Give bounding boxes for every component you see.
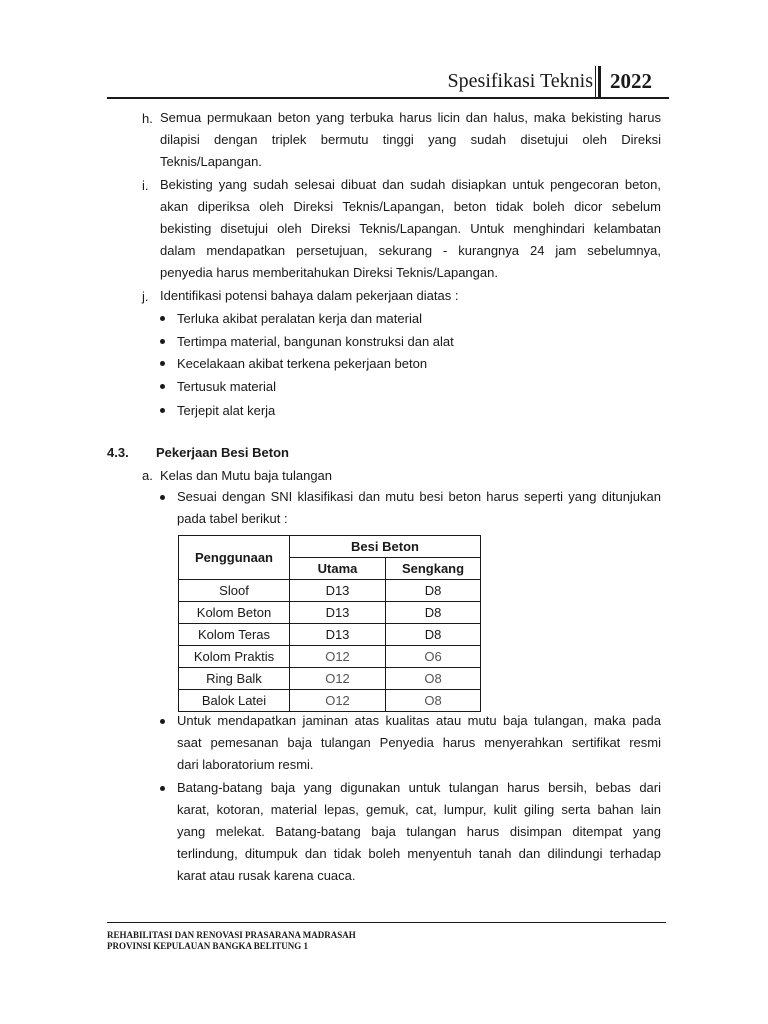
item-i-line: dalam mendapatkan persetujuan, sekurang - kurangnya 24 jam sebelumnya, — [160, 243, 661, 258]
bullet-icon — [160, 786, 165, 791]
header-divider-thick — [598, 66, 601, 97]
table-row — [179, 646, 481, 668]
item-h-line: Teknis/Lapangan. — [160, 154, 262, 169]
bullet1-text — [177, 486, 661, 530]
cell-usage: Ring Balk — [179, 668, 290, 690]
bullet3-line: karat atau rusak karena cuaca. — [177, 868, 356, 883]
table-row — [179, 580, 481, 602]
item-j-text: Identifikasi potensi bahaya dalam pekerjaan diatas : — [160, 288, 459, 303]
cell-stirrup: Ο8 — [386, 690, 481, 712]
item-i-line: bekisting disetujui oleh Direksi Teknis/Lapangan. Untuk menghindari kelambatan — [160, 221, 661, 236]
item-h-line: Semua permukaan beton yang terbuka harus licin dan halus, maka bekisting harus — [160, 110, 661, 125]
document-year: 2022 — [610, 69, 652, 93]
bullet-icon — [160, 384, 165, 389]
cell-stirrup: D8 — [386, 602, 481, 624]
bullet1-line: Sesuai dengan SNI klasifikasi dan mutu besi beton harus seperti yang ditunjukan — [177, 489, 661, 504]
cell-usage: Balok Latei — [179, 690, 290, 712]
footer-rule — [107, 922, 666, 923]
table-row — [179, 602, 481, 624]
hazard-item: Terjepit alat kerja — [177, 403, 276, 418]
section-number: 4.3. — [107, 445, 129, 460]
bullet2-text — [177, 710, 661, 776]
cell-main: D13 — [290, 624, 386, 646]
header-usage: Penggunaan — [179, 536, 290, 580]
item-i-line: akan diperiksa oleh Direksi Teknis/Lapangan, beton tidak boleh dicor sebelum — [160, 199, 661, 214]
bullet3-line: karat, kotoran, material lepas, gemuk, cat, lumpur, kulit giling serta bahan lain — [177, 802, 661, 817]
cell-main: Ο12 — [290, 646, 386, 668]
cell-stirrup: D8 — [386, 624, 481, 646]
bullet2-line: dari laboratorium resmi. — [177, 757, 314, 772]
page-footer — [107, 930, 356, 952]
footer-line-2: PROVINSI KEPULAUAN BANGKA BELITUNG 1 — [107, 941, 309, 951]
section-title: Pekerjaan Besi Beton — [156, 445, 289, 460]
hazard-item: Tertusuk material — [177, 379, 276, 394]
cell-usage: Kolom Beton — [179, 602, 290, 624]
header-main: Utama — [290, 558, 386, 580]
bullet-icon — [160, 495, 165, 500]
bullet1-line: pada tabel berikut : — [177, 511, 288, 526]
table-row — [179, 668, 481, 690]
rebar-table — [178, 535, 481, 712]
header-rule — [107, 97, 669, 99]
cell-usage: Sloof — [179, 580, 290, 602]
table-row — [179, 624, 481, 646]
page-header — [107, 66, 669, 98]
item-h-line: dilapisi dengan triplek bermutu tinggi yang sudah disetujui oleh Direksi — [160, 132, 661, 147]
bullet-icon — [160, 361, 165, 366]
bullet3-line: terlindung, ditumpuk dan tidak boleh menyentuh tanah dan dilindungi terhadap — [177, 846, 661, 861]
item-i-label: i. — [142, 178, 149, 193]
item-a-text: Kelas dan Mutu baja tulangan — [160, 468, 333, 483]
hazard-item: Terluka akibat peralatan kerja dan material — [177, 311, 422, 326]
bullet2-line: Untuk mendapatkan jaminan atas kualitas atau mutu baja tulangan, maka pada — [177, 713, 661, 728]
bullet-icon — [160, 316, 165, 321]
bullet-icon — [160, 339, 165, 344]
cell-main: D13 — [290, 602, 386, 624]
table-header-row — [179, 536, 481, 558]
bullet-icon — [160, 719, 165, 724]
cell-main: D13 — [290, 580, 386, 602]
footer-line-1: REHABILITASI DAN RENOVASI PRASARANA MADRASAH — [107, 930, 356, 940]
item-i-text — [160, 174, 661, 284]
item-h-text — [160, 107, 661, 173]
bullet3-line: Batang-batang baja yang digunakan untuk tulangan harus bersih, bebas dari — [177, 780, 661, 795]
item-h-label: h. — [142, 111, 153, 126]
bullet3-line: yang melekat. Batang-batang baja tulangan harus disimpan ditempat yang — [177, 824, 661, 839]
cell-main: Ο12 — [290, 690, 386, 712]
hazard-item: Kecelakaan akibat terkena pekerjaan beton — [177, 356, 428, 371]
hazard-item: Tertimpa material, bangunan konstruksi dan alat — [177, 334, 454, 349]
bullet-icon — [160, 408, 165, 413]
cell-stirrup: Ο8 — [386, 668, 481, 690]
header-divider — [595, 66, 596, 97]
header-stirrup: Sengkang — [386, 558, 481, 580]
document-title: Spesifikasi Teknis — [447, 70, 593, 92]
cell-usage: Kolom Praktis — [179, 646, 290, 668]
table-row — [179, 690, 481, 712]
cell-usage: Kolom Teras — [179, 624, 290, 646]
cell-stirrup: Ο6 — [386, 646, 481, 668]
header-group: Besi Beton — [290, 536, 481, 558]
bullet3-text — [177, 777, 661, 887]
cell-stirrup: D8 — [386, 580, 481, 602]
item-a-label: a. — [142, 468, 153, 483]
item-i-line: Bekisting yang sudah selesai dibuat dan sudah disiapkan untuk pengecoran beton, — [160, 177, 661, 192]
item-j-label: j. — [142, 289, 149, 304]
bullet2-line: saat pemesanan baja tulangan Penyedia harus menyerahkan sertifikat resmi — [177, 735, 661, 750]
item-i-line: penyedia harus memberitahukan Direksi Teknis/Lapangan. — [160, 265, 498, 280]
cell-main: Ο12 — [290, 668, 386, 690]
